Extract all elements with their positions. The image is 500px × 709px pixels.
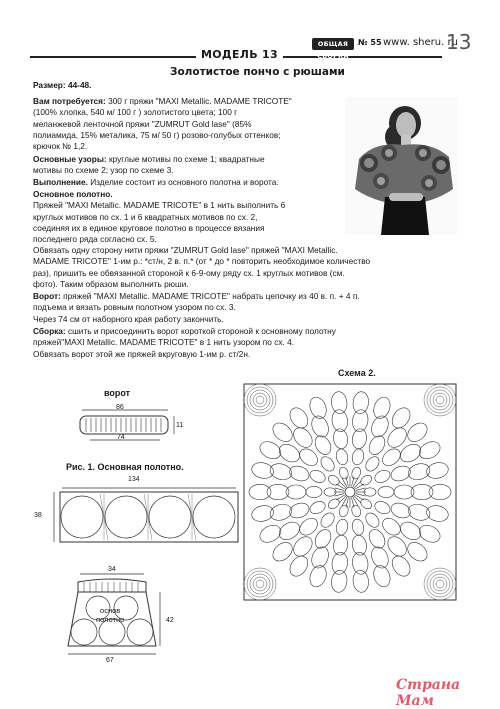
- main-fabric-line-7: раз), пришить ее обвязанной стороной к 6-9-ому ряду сх. 1 круглых мотивов (см.: [33, 267, 345, 278]
- fig2-center-label: основ полотно: [96, 606, 125, 624]
- main-fabric-line-6: MADAME TRICOTE" 1-им р.: *ст/н, 2 в. п.* (от * до * повторить необходимое количество: [33, 256, 371, 267]
- figure1-diagram: [42, 484, 242, 550]
- patterns-line-1: [33, 154, 341, 165]
- collar-block: [33, 291, 463, 325]
- fig2-dim-34: 34: [108, 566, 116, 573]
- magazine-logo: ОБЩАЯ СБОРКА: [312, 38, 354, 50]
- materials-label: Вам потребуется:: [33, 96, 106, 106]
- model-photo: [345, 97, 457, 235]
- main-fabric-label: [33, 189, 341, 200]
- collar-dim-11: 11: [176, 422, 184, 429]
- execution-line: [33, 177, 279, 188]
- execution-text: Изделие состоит из основного полотна и ворота.: [90, 177, 279, 187]
- size-line: [33, 80, 91, 91]
- collar-label: Ворот:: [33, 291, 61, 301]
- main-fabric-line-4: последнего ряда согласно сх. 5.: [33, 234, 157, 245]
- scheme2-label: Схема 2.: [338, 368, 376, 378]
- main-fabric-label-text: Основное полотно.: [33, 189, 113, 199]
- materials-text-1: 300 г пряжи "MAXI Metallic. MADAME TRICOTE": [108, 96, 292, 106]
- figure1-label: Рис. 1. Основная полотно.: [66, 462, 184, 472]
- page-number: 13: [446, 30, 472, 54]
- assembly-label: Сборка:: [33, 326, 66, 336]
- collar-diagram: [60, 400, 190, 446]
- materials-block: [33, 96, 341, 152]
- collar-diagram-label: ворот: [104, 388, 131, 398]
- materials-line-3: меланжевой ленточной пряжи "ZUMRUT Gold lase" (85%: [33, 118, 252, 129]
- materials-line-2: (100% хлопка, 540 м/ 100 г ) золотистого цвета; 100 г: [33, 107, 238, 118]
- main-fabric-cont: [33, 245, 463, 290]
- materials-line-1: [33, 96, 341, 107]
- main-fabric-line-8: фото). Таким образом выполнить рюши.: [33, 278, 189, 289]
- execution-label: Выполнение.: [33, 177, 88, 187]
- collar-dim-86: 86: [116, 404, 124, 411]
- fig2-dim-67: 67: [106, 657, 114, 664]
- fig1-dim-38: 38: [34, 512, 42, 519]
- site-url: www. sheru. ru: [383, 37, 458, 48]
- main-fabric-line-5: Обвязать одну сторону нити пряжи "ZUMRUT Gold lase" пряжей "MAXI Metallic.: [33, 245, 338, 255]
- scheme2-diagram: [238, 378, 460, 678]
- issue-number: № 55: [358, 38, 382, 47]
- assembly-line-1: [33, 326, 463, 337]
- assembly-text-1: сшить и присоединить ворот короткой стороной к основному полотну: [68, 326, 336, 336]
- materials-line-5: крючок № 1,2.: [33, 141, 88, 152]
- page-title: Золотистое пончо с рюшами: [170, 66, 345, 78]
- materials-line-4: полиамида, 15% металика, 75 м/ 50 г) розово-голубых оттенков;: [33, 129, 281, 140]
- collar-dim-74: 74: [117, 434, 125, 441]
- collar-line-2: подъема и вязать ровным полотном узором по сх. 3.: [33, 302, 236, 313]
- fig2-dim-42: 42: [166, 617, 174, 624]
- patterns-label: Основные узоры:: [33, 154, 107, 164]
- assembly-line-2: пряжей"MAXI Metallic. MADAME TRICOTE" в 1 нить узором по сх. 4.: [33, 337, 295, 348]
- collar-line-3: Через 74 см от наборного края работу закончить.: [33, 313, 224, 324]
- main-fabric-line-1: Пряжей "MAXI Metallic. MADAME TRICOTE" в 1 нить выполнить 6: [33, 200, 286, 211]
- main-fabric-line-2: круглых мотивов по сх. 1 и 6 квадратных мотивов по сх. 2,: [33, 211, 258, 222]
- collar-text-1: пряжей "MAXI Metallic. MADAME TRICOTE" набрать цепочку из 40 в. п. + 4 п.: [63, 291, 360, 301]
- watermark: Страна Мам: [396, 677, 461, 709]
- model-heading: МОДЕЛЬ 13: [196, 48, 283, 61]
- patterns-text-1: круглые мотивы по схеме 1; квадратные: [108, 154, 265, 164]
- main-fabric-line-3: соединяя их в единое круговое полотно в процессе вязания: [33, 222, 265, 233]
- fig1-dim-134: 134: [128, 476, 140, 483]
- collar-line-1: [33, 291, 463, 302]
- patterns-block: [33, 154, 341, 177]
- size-value: 44-48.: [67, 80, 92, 90]
- patterns-line-2: мотивы по схеме 2; узор по схеме 3.: [33, 165, 174, 176]
- assembly-line-3: Обвязать ворот этой же пряжей вкруговую 1-им р. ст/2н.: [33, 348, 251, 359]
- size-label: Размер:: [33, 80, 66, 90]
- assembly-block: [33, 326, 463, 360]
- main-fabric-block: [33, 189, 341, 245]
- model-photo-image: [345, 97, 457, 235]
